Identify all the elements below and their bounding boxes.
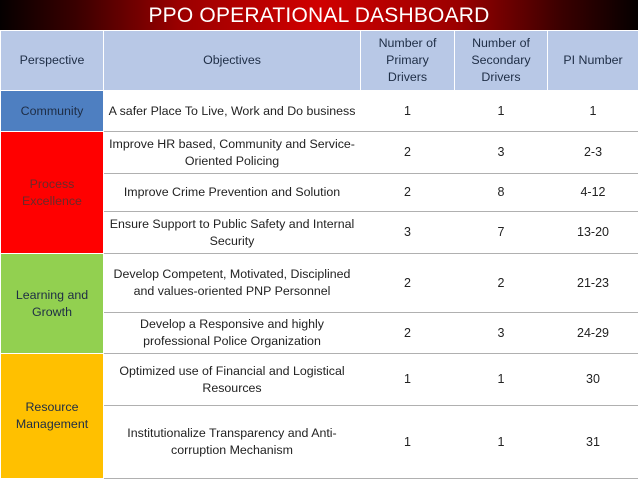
pi-number-cell: 4-12 — [548, 174, 638, 212]
objective-cell: Develop Competent, Motivated, Disciplined and values-oriented PNP Personnel — [104, 254, 361, 313]
perspective-community: Community — [1, 91, 104, 132]
primary-drivers-cell: 2 — [361, 313, 455, 354]
secondary-drivers-cell: 3 — [455, 313, 548, 354]
pi-number-cell: 1 — [548, 91, 638, 132]
objective-cell: Develop a Responsive and highly professional Police Organization — [104, 313, 361, 354]
pi-number-cell: 21-23 — [548, 254, 638, 313]
primary-drivers-cell: 1 — [361, 406, 455, 479]
header-perspective: Perspective — [1, 31, 104, 91]
objective-cell: A safer Place To Live, Work and Do business — [104, 91, 361, 132]
primary-drivers-cell: 2 — [361, 254, 455, 313]
secondary-drivers-cell: 7 — [455, 212, 548, 254]
table-row — [1, 254, 638, 313]
pi-number-cell: 31 — [548, 406, 638, 479]
secondary-drivers-cell: 8 — [455, 174, 548, 212]
objective-cell: Improve Crime Prevention and Solution — [104, 174, 361, 212]
objective-cell: Optimized use of Financial and Logistical Resources — [104, 354, 361, 406]
primary-drivers-cell: 2 — [361, 174, 455, 212]
header-secondary-drivers: Number of Secondary Drivers — [455, 31, 548, 91]
header-primary-drivers: Number of Primary Drivers — [361, 31, 455, 91]
table-row — [1, 132, 638, 174]
primary-drivers-cell: 1 — [361, 354, 455, 406]
table-row — [1, 91, 638, 132]
primary-drivers-cell: 1 — [361, 91, 455, 132]
dashboard-title: PPO OPERATIONAL DASHBOARD — [0, 0, 638, 30]
pi-number-cell: 30 — [548, 354, 638, 406]
objective-cell: Improve HR based, Community and Service-Oriented Policing — [104, 132, 361, 174]
pi-number-cell: 2-3 — [548, 132, 638, 174]
perspective-resource-management: Resource Management — [1, 354, 104, 479]
header-objectives: Objectives — [104, 31, 361, 91]
primary-drivers-cell: 2 — [361, 132, 455, 174]
pi-number-cell: 24-29 — [548, 313, 638, 354]
secondary-drivers-cell: 1 — [455, 406, 548, 479]
objective-cell: Institutionalize Transparency and Anti-corruption Mechanism — [104, 406, 361, 479]
header-pi-number: PI Number — [548, 31, 638, 91]
perspective-learning-and-growth: Learning and Growth — [1, 254, 104, 354]
secondary-drivers-cell: 1 — [455, 91, 548, 132]
secondary-drivers-cell: 2 — [455, 254, 548, 313]
pi-number-cell: 13-20 — [548, 212, 638, 254]
primary-drivers-cell: 3 — [361, 212, 455, 254]
secondary-drivers-cell: 3 — [455, 132, 548, 174]
secondary-drivers-cell: 1 — [455, 354, 548, 406]
table-row — [1, 354, 638, 406]
header-row — [1, 31, 638, 91]
perspective-process-excellence: Process Excellence — [1, 132, 104, 254]
dashboard-table — [0, 30, 638, 479]
objective-cell: Ensure Support to Public Safety and Internal Security — [104, 212, 361, 254]
